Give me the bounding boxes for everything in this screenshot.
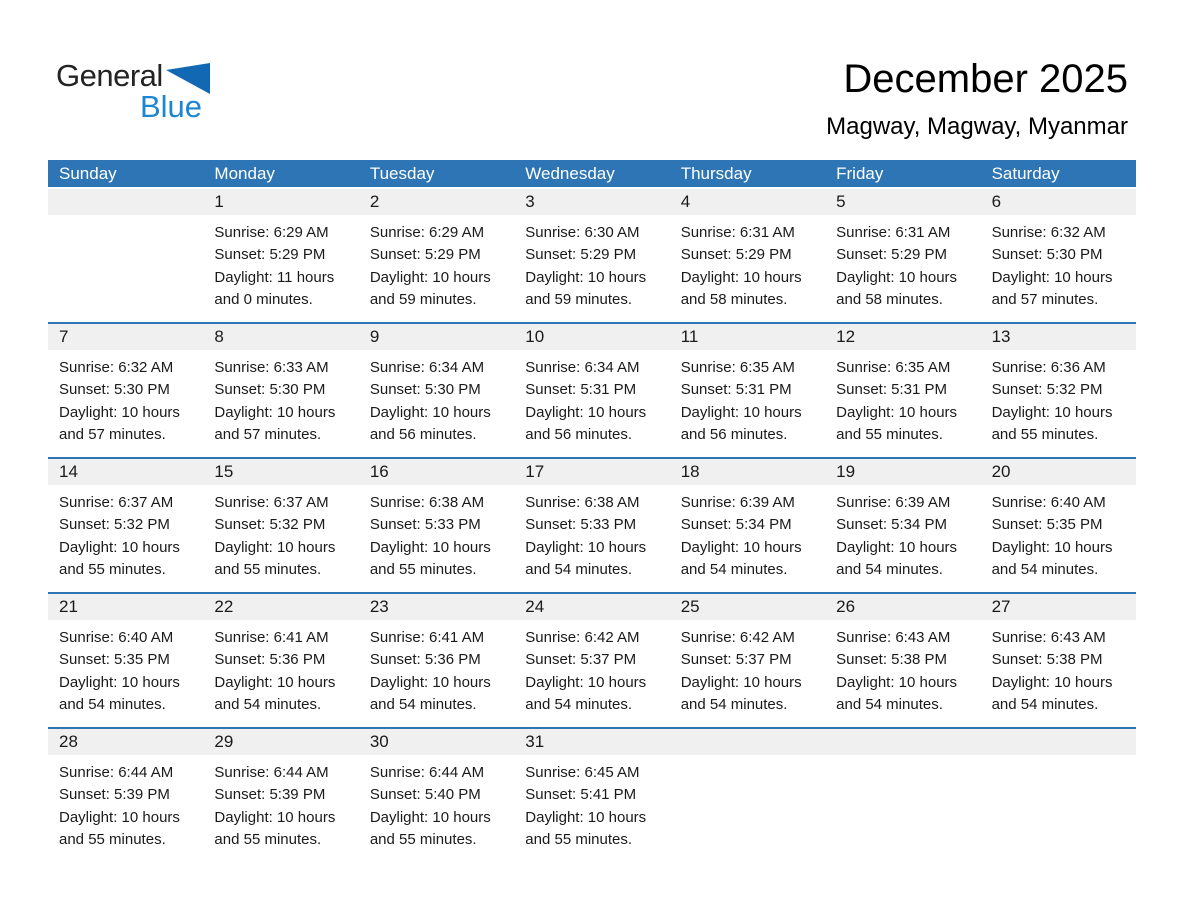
day-info-line: Sunset: 5:39 PM: [59, 786, 170, 804]
day-cell-20: [981, 459, 1136, 592]
day-info: [514, 350, 669, 457]
day-info-line: Sunrise: 6:44 AM: [369, 764, 485, 781]
logo-text-general: General: [56, 58, 163, 93]
day-info-line: Sunset: 5:31 PM: [525, 381, 637, 399]
week-row: [48, 322, 1136, 457]
day-info: [359, 620, 514, 727]
day-info-line: Daylight: 10 hours: [525, 538, 647, 556]
day-info-line: and 54 minutes.: [991, 696, 1099, 714]
day-cell-15: [203, 459, 358, 592]
day-number: 4: [670, 189, 825, 215]
day-info-line: and 54 minutes.: [525, 696, 633, 714]
day-info-line: Sunrise: 6:29 AM: [369, 224, 485, 241]
day-info: [981, 755, 1136, 772]
day-info-line: Daylight: 10 hours: [369, 673, 491, 691]
day-number: 5: [825, 189, 980, 215]
day-cell-2: [359, 189, 514, 322]
day-info-line: Daylight: 10 hours: [214, 403, 336, 421]
weekday-header-friday: Friday: [836, 164, 884, 183]
day-info: [670, 485, 825, 592]
day-cell-3: [514, 189, 669, 322]
day-number: 25: [670, 594, 825, 620]
day-info-line: Sunset: 5:38 PM: [836, 651, 948, 669]
day-info-line: Daylight: 10 hours: [369, 538, 491, 556]
day-cell-30: [359, 729, 514, 862]
day-info-line: Sunset: 5:39 PM: [214, 786, 326, 804]
day-info-line: Sunrise: 6:40 AM: [59, 629, 174, 646]
day-info: [514, 755, 669, 862]
day-info: [359, 485, 514, 592]
day-number: 9: [359, 324, 514, 350]
day-info-line: Sunset: 5:29 PM: [214, 246, 326, 264]
day-info-line: and 55 minutes.: [369, 831, 477, 849]
day-info: [48, 755, 203, 862]
day-info-line: and 55 minutes.: [369, 561, 477, 579]
day-info-line: Sunset: 5:41 PM: [525, 786, 637, 804]
day-cell-8: [203, 324, 358, 457]
day-info-line: Sunrise: 6:35 AM: [680, 359, 795, 376]
day-number: 31: [514, 729, 669, 755]
calendar-grid: [48, 160, 1136, 862]
day-info-line: Daylight: 10 hours: [525, 673, 647, 691]
weekday-header-tuesday: Tuesday: [369, 164, 435, 183]
day-info-line: Sunrise: 6:42 AM: [525, 629, 640, 646]
day-number: 20: [981, 459, 1136, 485]
day-number: 30: [359, 729, 514, 755]
day-info-line: Sunrise: 6:43 AM: [836, 629, 951, 646]
day-info-line: Daylight: 10 hours: [991, 268, 1113, 286]
day-cell-19: [825, 459, 980, 592]
day-info-line: Sunset: 5:37 PM: [680, 651, 792, 669]
day-info-line: and 55 minutes.: [836, 426, 943, 444]
day-info-line: and 55 minutes.: [214, 831, 322, 849]
day-cell-9: [359, 324, 514, 457]
day-number: 21: [48, 594, 203, 620]
day-number: [981, 729, 1136, 755]
day-info-line: Daylight: 10 hours: [991, 403, 1113, 421]
day-info-line: Sunrise: 6:38 AM: [525, 494, 640, 511]
day-info: [825, 485, 980, 592]
day-cell-empty: [670, 729, 825, 862]
day-number: 29: [203, 729, 358, 755]
day-info-line: Sunset: 5:40 PM: [369, 786, 481, 804]
day-info-line: Daylight: 10 hours: [991, 673, 1113, 691]
day-cell-27: [981, 594, 1136, 727]
day-info: [981, 485, 1136, 592]
day-info-line: Daylight: 10 hours: [680, 268, 802, 286]
weekday-header-saturday: Saturday: [991, 164, 1060, 183]
day-info-line: and 54 minutes.: [991, 561, 1099, 579]
day-cell-26: [825, 594, 980, 727]
day-info-line: Sunset: 5:30 PM: [369, 381, 481, 399]
day-number: 12: [825, 324, 980, 350]
day-number: 7: [48, 324, 203, 350]
day-info-line: Sunset: 5:30 PM: [991, 246, 1103, 264]
day-info-line: Sunset: 5:32 PM: [214, 516, 326, 534]
day-info: [981, 350, 1136, 457]
week-row: [48, 727, 1136, 862]
day-info-line: Sunrise: 6:44 AM: [59, 764, 174, 781]
day-info-line: and 56 minutes.: [525, 426, 633, 444]
day-number: 3: [514, 189, 669, 215]
day-info-line: and 54 minutes.: [836, 561, 943, 579]
day-info: [825, 755, 980, 772]
day-info: [203, 215, 358, 322]
day-info-line: Sunrise: 6:31 AM: [836, 224, 951, 241]
day-info-line: Sunrise: 6:39 AM: [680, 494, 795, 511]
day-info-line: Sunset: 5:36 PM: [369, 651, 481, 669]
day-info-line: Daylight: 10 hours: [369, 808, 491, 826]
day-info: [670, 620, 825, 727]
day-info-line: Sunrise: 6:29 AM: [214, 224, 329, 241]
day-cell-18: [670, 459, 825, 592]
day-info: [514, 215, 669, 322]
week-row: [48, 592, 1136, 727]
day-cell-4: [670, 189, 825, 322]
day-info-line: and 55 minutes.: [59, 831, 166, 849]
day-info-line: Sunset: 5:31 PM: [680, 381, 792, 399]
day-info-line: Sunrise: 6:38 AM: [369, 494, 485, 511]
day-info-line: Sunset: 5:38 PM: [991, 651, 1103, 669]
day-number: 27: [981, 594, 1136, 620]
day-info-line: and 54 minutes.: [525, 561, 633, 579]
day-cell-11: [670, 324, 825, 457]
day-info-line: Sunset: 5:33 PM: [525, 516, 637, 534]
day-cell-13: [981, 324, 1136, 457]
day-info: [981, 620, 1136, 727]
day-info-line: Daylight: 10 hours: [59, 673, 180, 691]
day-info-line: and 58 minutes.: [836, 291, 943, 309]
day-info-line: Sunset: 5:29 PM: [836, 246, 948, 264]
day-info-line: Sunset: 5:37 PM: [525, 651, 637, 669]
day-info-line: Sunset: 5:35 PM: [991, 516, 1103, 534]
day-info-line: Sunset: 5:29 PM: [680, 246, 792, 264]
day-info-line: Sunrise: 6:37 AM: [59, 494, 174, 511]
day-info-line: Sunrise: 6:30 AM: [525, 224, 640, 241]
day-info-line: Daylight: 10 hours: [836, 268, 958, 286]
day-info: [670, 755, 825, 772]
weekday-header-wednesday: Wednesday: [525, 164, 615, 183]
day-cell-12: [825, 324, 980, 457]
day-info-line: and 57 minutes.: [991, 291, 1099, 309]
day-info-line: and 57 minutes.: [59, 426, 166, 444]
day-info-line: Daylight: 10 hours: [680, 538, 802, 556]
day-number: [825, 729, 980, 755]
day-cell-7: [48, 324, 203, 457]
day-info-line: Daylight: 10 hours: [680, 403, 802, 421]
day-info: [825, 350, 980, 457]
day-info-line: Sunset: 5:30 PM: [214, 381, 326, 399]
day-info-line: Sunset: 5:34 PM: [836, 516, 948, 534]
day-info-line: Sunrise: 6:35 AM: [836, 359, 951, 376]
day-info: [514, 620, 669, 727]
day-info-line: Sunrise: 6:41 AM: [369, 629, 485, 646]
day-info-line: and 54 minutes.: [680, 696, 788, 714]
day-cell-29: [203, 729, 358, 862]
day-info: [48, 485, 203, 592]
day-info-line: Sunrise: 6:41 AM: [214, 629, 329, 646]
day-info-line: Sunrise: 6:43 AM: [991, 629, 1106, 646]
day-info-line: Daylight: 10 hours: [369, 403, 491, 421]
day-number: 13: [981, 324, 1136, 350]
day-info-line: and 54 minutes.: [369, 696, 477, 714]
day-info: [359, 215, 514, 322]
day-info-line: Daylight: 10 hours: [59, 538, 180, 556]
day-info-line: Sunrise: 6:33 AM: [214, 359, 329, 376]
weekday-header-row: [48, 160, 1136, 187]
day-cell-1: [203, 189, 358, 322]
day-number: [670, 729, 825, 755]
day-info-line: and 59 minutes.: [369, 291, 477, 309]
day-info: [48, 215, 203, 232]
day-info-line: Sunset: 5:30 PM: [59, 381, 170, 399]
day-cell-24: [514, 594, 669, 727]
day-info-line: Sunset: 5:33 PM: [369, 516, 481, 534]
general-blue-logo: [56, 60, 206, 123]
day-info-line: Sunset: 5:36 PM: [214, 651, 326, 669]
day-cell-23: [359, 594, 514, 727]
day-info: [48, 620, 203, 727]
day-info-line: Daylight: 10 hours: [369, 268, 491, 286]
day-number: 24: [514, 594, 669, 620]
day-info: [514, 485, 669, 592]
day-info-line: Daylight: 10 hours: [680, 673, 802, 691]
day-info: [825, 620, 980, 727]
day-cell-22: [203, 594, 358, 727]
day-info-line: and 0 minutes.: [214, 291, 313, 309]
day-info-line: Sunrise: 6:36 AM: [991, 359, 1106, 376]
week-row: [48, 189, 1136, 322]
day-info-line: Daylight: 10 hours: [836, 538, 958, 556]
day-info: [670, 215, 825, 322]
day-info-line: Sunrise: 6:37 AM: [214, 494, 329, 511]
day-info-line: and 55 minutes.: [525, 831, 633, 849]
day-info: [359, 350, 514, 457]
weekday-header-monday: Monday: [214, 164, 275, 183]
day-info-line: Sunset: 5:34 PM: [680, 516, 792, 534]
day-info-line: Daylight: 10 hours: [991, 538, 1113, 556]
day-number: 17: [514, 459, 669, 485]
day-info: [359, 755, 514, 862]
day-info-line: Sunset: 5:29 PM: [369, 246, 481, 264]
day-number: [48, 189, 203, 215]
day-number: 19: [825, 459, 980, 485]
day-info-line: Sunrise: 6:32 AM: [991, 224, 1106, 241]
day-number: 2: [359, 189, 514, 215]
day-info-line: Daylight: 10 hours: [836, 403, 958, 421]
day-info-line: Daylight: 10 hours: [59, 403, 180, 421]
day-info-line: Sunrise: 6:34 AM: [525, 359, 640, 376]
day-number: 26: [825, 594, 980, 620]
day-number: 1: [203, 189, 358, 215]
day-number: 18: [670, 459, 825, 485]
day-info: [981, 215, 1136, 322]
day-number: 6: [981, 189, 1136, 215]
weekday-header-thursday: Thursday: [680, 164, 752, 183]
day-cell-16: [359, 459, 514, 592]
day-info-line: and 57 minutes.: [214, 426, 322, 444]
day-info-line: Sunset: 5:29 PM: [525, 246, 637, 264]
day-info: [48, 350, 203, 457]
day-cell-21: [48, 594, 203, 727]
day-info-line: Daylight: 10 hours: [214, 673, 336, 691]
calendar-weeks: [48, 189, 1136, 862]
day-cell-28: [48, 729, 203, 862]
day-info-line: Daylight: 10 hours: [525, 268, 647, 286]
weekday-header-sunday: Sunday: [59, 164, 117, 183]
day-number: 16: [359, 459, 514, 485]
day-info-line: and 54 minutes.: [214, 696, 322, 714]
day-info-line: Sunset: 5:31 PM: [836, 381, 948, 399]
day-cell-empty: [48, 189, 203, 322]
day-info-line: Daylight: 10 hours: [59, 808, 180, 826]
page-subtitle: Magway, Magway, Myanmar: [826, 113, 1128, 140]
day-info-line: Sunrise: 6:31 AM: [680, 224, 795, 241]
day-cell-31: [514, 729, 669, 862]
day-info-line: Sunrise: 6:39 AM: [836, 494, 951, 511]
day-cell-10: [514, 324, 669, 457]
day-number: 22: [203, 594, 358, 620]
day-info-line: Sunrise: 6:34 AM: [369, 359, 485, 376]
day-info-line: and 58 minutes.: [680, 291, 788, 309]
day-info-line: and 54 minutes.: [836, 696, 943, 714]
day-info: [670, 350, 825, 457]
day-cell-14: [48, 459, 203, 592]
day-number: 11: [670, 324, 825, 350]
day-info: [203, 620, 358, 727]
day-info-line: Sunrise: 6:40 AM: [991, 494, 1106, 511]
day-info-line: and 55 minutes.: [59, 561, 166, 579]
day-info-line: Daylight: 10 hours: [525, 403, 647, 421]
day-number: 8: [203, 324, 358, 350]
day-info-line: Daylight: 10 hours: [836, 673, 958, 691]
day-info-line: Daylight: 10 hours: [214, 808, 336, 826]
day-info-line: and 55 minutes.: [214, 561, 322, 579]
day-cell-25: [670, 594, 825, 727]
day-info: [203, 485, 358, 592]
day-cell-6: [981, 189, 1136, 322]
day-number: 28: [48, 729, 203, 755]
day-info-line: and 54 minutes.: [680, 561, 788, 579]
day-cell-empty: [825, 729, 980, 862]
day-info: [825, 215, 980, 322]
day-info-line: Daylight: 10 hours: [214, 538, 336, 556]
day-info-line: Sunrise: 6:44 AM: [214, 764, 329, 781]
day-info: [203, 755, 358, 862]
day-cell-empty: [981, 729, 1136, 862]
day-info-line: Sunrise: 6:32 AM: [59, 359, 174, 376]
day-number: 10: [514, 324, 669, 350]
day-info-line: and 56 minutes.: [369, 426, 477, 444]
day-number: 14: [48, 459, 203, 485]
day-cell-5: [825, 189, 980, 322]
day-info-line: Daylight: 11 hours: [214, 268, 335, 286]
day-info-line: Daylight: 10 hours: [525, 808, 647, 826]
week-row: [48, 457, 1136, 592]
day-cell-17: [514, 459, 669, 592]
page-title: December 2025: [843, 57, 1128, 101]
day-info: [203, 350, 358, 457]
day-info-line: and 59 minutes.: [525, 291, 633, 309]
day-info-line: Sunset: 5:32 PM: [59, 516, 170, 534]
day-info-line: and 56 minutes.: [680, 426, 788, 444]
day-info-line: Sunrise: 6:45 AM: [525, 764, 640, 781]
day-info-line: Sunset: 5:35 PM: [59, 651, 170, 669]
logo-text-blue: Blue: [139, 89, 202, 124]
day-info-line: Sunset: 5:32 PM: [991, 381, 1103, 399]
day-info-line: Sunrise: 6:42 AM: [680, 629, 795, 646]
calendar-header: [826, 56, 1128, 142]
day-number: 23: [359, 594, 514, 620]
day-number: 15: [203, 459, 358, 485]
day-info-line: and 54 minutes.: [59, 696, 166, 714]
day-info-line: and 55 minutes.: [991, 426, 1099, 444]
